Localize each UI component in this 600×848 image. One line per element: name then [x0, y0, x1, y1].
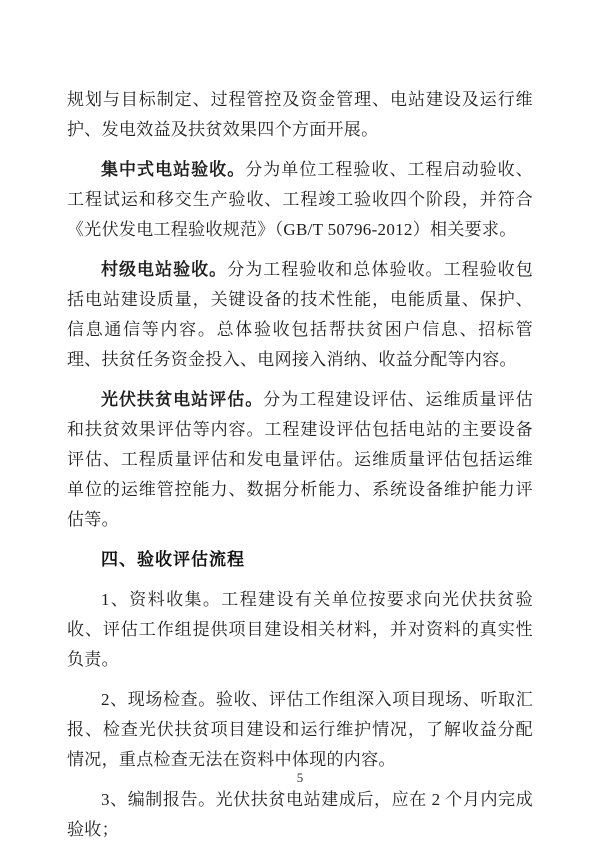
definition-term: 光伏扶贫电站评估。 [101, 390, 264, 409]
definition-paragraph-pv-station-evaluation [67, 385, 533, 535]
step-paragraph-report-compilation [67, 785, 533, 845]
step-paragraph-data-collection [67, 585, 533, 675]
definition-paragraph-village-station [67, 255, 533, 375]
definition-term: 村级电站验收。 [101, 260, 228, 279]
definition-paragraph-centralized-station [67, 155, 533, 245]
step-text: 1、资料收集。工程建设有关单位按要求向光伏扶贫验收、评估工作组提供项目建设相关材料，并对资料的真实性负责。 [67, 590, 533, 669]
definition-description: 分为单位工程验收、工程启动验收、工程试运和移交生产验收、工程竣工验收四个阶段，并符合《光伏发电工程验收规范》（GB/T 50796-2012）相关要求。 [67, 160, 533, 239]
definition-description: 分为工程验收和总体验收。工程验收包括电站建设质量，关键设备的技术性能，电能质量、保护、信息通信等内容。总体验收包括帮扶贫困户信息、招标管理、扶贫任务资金投入、电网接入消纳、收益分配等内容。 [67, 260, 533, 369]
page-number: 5 [296, 770, 304, 785]
intro-continuation-paragraph [67, 85, 533, 145]
definition-term: 集中式电站验收。 [101, 160, 246, 179]
section-heading-acceptance-evaluation-process: 四、验收评估流程 [101, 550, 245, 569]
document-body [67, 85, 533, 848]
definition-description: 分为工程建设评估、运维质量评估和扶贫效果评估等内容。工程建设评估包括电站的主要设备评估、工程质量评估和发电量评估。运维质量评估包括运维单位的运维管控能力、数据分析能力、系统设备维护能力评估等。 [67, 390, 534, 529]
step-text: 3、编制报告。光伏扶贫电站建成后，应在 2 个月内完成验收； [67, 790, 533, 839]
step-paragraph-site-inspection [67, 685, 533, 775]
step-text: 2、现场检查。验收、评估工作组深入项目现场、听取汇报、检查光伏扶贫项目建设和运行维护情况，了解收益分配情况，重点检查无法在资料中体现的内容。 [67, 690, 533, 769]
paragraph-text: 规划与目标制定、过程管控及资金管理、电站建设及运行维护、发电效益及扶贫效果四个方面开展。 [67, 90, 533, 139]
